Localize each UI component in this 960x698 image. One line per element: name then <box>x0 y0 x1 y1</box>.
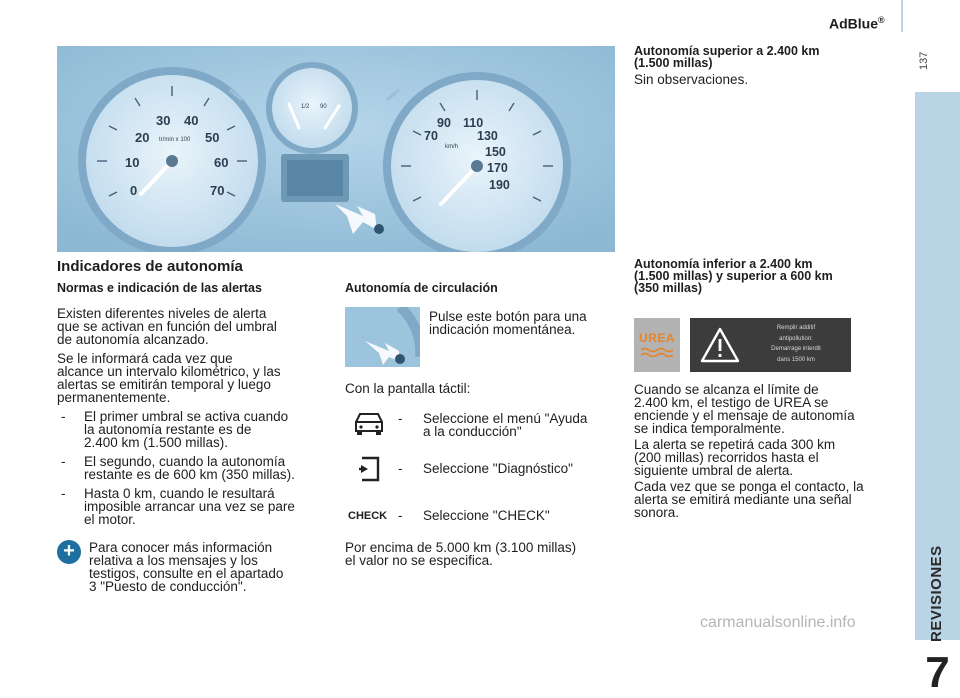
button-highlight <box>374 224 384 234</box>
info-note: Para conocer más información relativa a los mensajes y los testigos, consulte en el apartado 3 "Puesto de conducción". <box>89 540 284 594</box>
rpm-label-30: 30 <box>156 113 171 128</box>
touchscreen-intro: Con la pantalla táctil: <box>345 381 471 396</box>
step-dash-2: - <box>398 461 403 476</box>
header-rule <box>901 0 903 32</box>
alerts-paragraph-1: Existen diferentes niveles de alerta que se activan en función del umbral de autonomía alcanzado. <box>57 306 277 347</box>
range-footer-note: Por encima de 5.000 km (3.100 millas) el valor no se especifica. <box>345 540 577 568</box>
range-below-paragraph-3: Cada vez que se ponga el contacto, la alerta se emitirá mediante una señal sonora. <box>634 479 864 520</box>
alerts-heading: Normas e indicación de las alertas <box>57 281 262 295</box>
range-below-paragraph-1: Cuando se alcanza el límite de 2.400 km, el testigo de UREA se enciende y el mensaje de autonomía se indica temporalmente. <box>634 382 855 436</box>
range-below-heading: Autonomía inferior a 2.400 km (1.500 millas) y superior a 600 km (350 millas) <box>634 257 833 295</box>
alerts-paragraph-2: Se le informará cada vez que alcance un intervalo kilométrico, y las alertas se emitirán temporal y luego permanentemente. <box>57 351 281 405</box>
warning-triangle-icon <box>700 327 740 363</box>
speed-label-90: 90 <box>437 116 451 130</box>
speed-unit: km/h <box>445 144 459 150</box>
speed-label-190: 190 <box>489 178 510 192</box>
rpm-label-70: 70 <box>210 183 225 198</box>
rpm-label-60: 60 <box>214 155 229 170</box>
chapter-number: 7 <box>925 648 950 697</box>
header-title: AdBlue® <box>829 15 885 32</box>
diagnostic-icon <box>359 456 381 482</box>
instrument-cluster-photo <box>57 46 615 252</box>
step-2-text: Seleccione "Diagnóstico" <box>423 461 573 476</box>
liquid-waves-icon <box>641 347 673 357</box>
column-alerts <box>57 282 332 526</box>
button-instruction: Pulse este botón para una indicación momentánea. <box>429 309 587 337</box>
urea-label: UREA <box>639 331 676 345</box>
temp-label: 90 <box>320 104 327 110</box>
speed-label-170: 170 <box>487 161 508 175</box>
dashboard-display-message <box>690 318 851 372</box>
range-above-heading: Autonomía superior a 2.400 km (1.500 millas) <box>634 44 820 70</box>
speed-label-70: 70 <box>424 129 438 143</box>
display-message-text: Remplir additif antipollution: Demarrage interdit dans 1500 km <box>771 325 821 363</box>
fuel-half-label: 1/2 <box>301 104 310 110</box>
step-dash-1: - <box>398 411 403 426</box>
section-title: Indicadores de autonomía <box>57 258 243 275</box>
rpm-label-40: 40 <box>184 113 199 128</box>
range-heading: Autonomía de circulación <box>345 281 498 295</box>
alert-bullet-3: - Hasta 0 km, cuando le resultará imposible arrancar una vez se pare el motor. <box>61 486 295 527</box>
chapter-sidebar <box>915 92 960 697</box>
range-above-text: Sin observaciones. <box>634 72 749 87</box>
speed-label-130: 130 <box>477 129 498 143</box>
check-icon: CHECK <box>348 510 388 522</box>
urea-warning-light <box>634 318 680 372</box>
step-dash-3: - <box>398 508 403 523</box>
watermark: carmanualsonline.info <box>700 614 856 631</box>
alert-bullet-2: - El segundo, cuando la autonomía restante es de 600 km (350 millas). <box>61 454 295 482</box>
rpm-unit: tr/min x 100 <box>159 137 191 143</box>
speed-label-110: 110 <box>463 116 484 130</box>
step-3-text: Seleccione "CHECK" <box>423 508 550 523</box>
rpm-label-50: 50 <box>205 130 220 145</box>
rpm-label-20: 20 <box>135 130 150 145</box>
car-driving-aid-icon <box>352 410 386 436</box>
range-below-paragraph-2: La alerta se repetirá cada 300 km (200 millas) recorridos hasta el siguiente umbral de alerta. <box>634 437 836 478</box>
button-detail-photo <box>345 307 420 367</box>
speed-label-150: 150 <box>485 145 506 159</box>
alert-bullet-1: - El primer umbral se activa cuando la autonomía restante es de 2.400 km (1.500 millas). <box>61 409 289 450</box>
step-1-text: Seleccione el menú "Ayuda a la conducción" <box>423 411 588 439</box>
rpm-label-0: 0 <box>130 183 138 198</box>
chapter-label: REVISIONES <box>928 545 945 642</box>
rpm-label-10: 10 <box>125 155 140 170</box>
page-number: 137 <box>918 51 930 70</box>
info-plus-icon: + <box>57 540 81 564</box>
